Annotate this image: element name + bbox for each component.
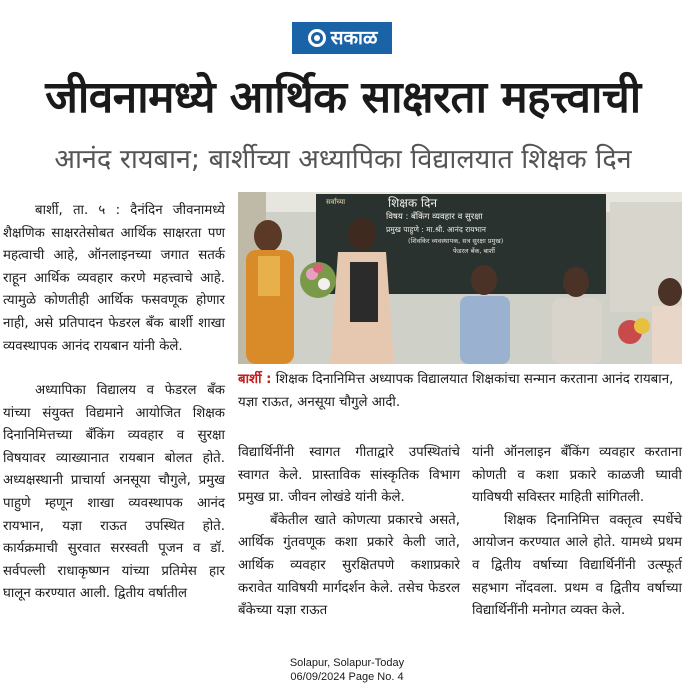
article-column-3	[472, 442, 682, 623]
board-line-3: (शिवकिर व्यवस्थापक, सत्र सुरक्षा प्रमुख)	[408, 237, 504, 245]
subheadline: आनंद रायबान; बार्शीच्या अध्यापिका विद्यालयात शिक्षक दिन	[54, 144, 632, 175]
masthead-logo	[292, 22, 392, 54]
intro-paragraph: बार्शी, ता. ५ : दैनंदिन जीवनामध्ये शैक्षणिक साक्षरतेसोबत आर्थिक साक्षरता पण महत्वाची आहे, ऑनलाइनच्या जगात सतर्क राहून आर्थिक व्यवहार करणे महत्त्वाचे आहे. त्यामुळे कोणतीही आर्थिक फसवणूक होणार नाही, असे प्रतिपादन फेडरल बँक बार्शी शाखा व्यवस्थापक आनंद रायबान यांनी केले.	[3, 203, 225, 354]
article-column-2	[238, 442, 460, 623]
column-3-paragraph-2: शिक्षक दिनानिमित्त वक्तृत्व स्पर्धेचे आयोजन करण्यात आले होते. यामध्ये प्रथम व द्वितीय वर्षाच्या विद्यार्थिनींनी उत्स्फूर्त सहभाग नोंदवला. प्रथम व द्वितीय वर्षाच्या विद्यार्थिनींनी मनोगत व्यक्त केले.	[472, 512, 682, 619]
board-line-1: विषय : बँकिंग व्यवहार व सुरक्षा	[386, 212, 483, 222]
board-line-2: प्रमुख पाहुणे : मा.श्री. आनंद रायभान	[386, 225, 486, 234]
headline: जीवनामध्ये आर्थिक साक्षरता महत्त्वाची	[45, 72, 641, 123]
column-2-paragraph-2: बँकेतील खाते कोणत्या प्रकारचे असते, आर्थिक गुंतवणूक कशा प्रकारे केली जाते, आर्थिक व्यवहार सुरक्षितपणे कशाप्रकारे करावेत याविषयी मार्गदर्शन केले. तसेच फेडरल बँकेच्या यज्ञा राऊत	[238, 512, 460, 619]
footer-date-page: 06/09/2024 Page No. 4	[290, 671, 404, 683]
caption-place: बार्शी :	[238, 372, 272, 387]
sakal-logo-icon	[307, 28, 327, 48]
event-photo	[238, 192, 682, 364]
column-2-paragraph-1: विद्यार्थिनींनी स्वागत गीताद्वारे उपस्थितांचे स्वागत केले. प्रास्ताविक सांस्कृतिक विभाग प्रमुख प्रा. जीवन लोखंडे यांनी केले.	[238, 445, 460, 506]
photo-caption	[238, 368, 682, 414]
article-intro	[3, 200, 225, 358]
article-column-1	[3, 380, 225, 606]
board-corner: सर्वांच्या	[326, 198, 346, 206]
footer-edition: Solapur, Solapur-Today	[289, 657, 405, 669]
masthead-name: सकाळ	[330, 26, 378, 49]
caption-text: शिक्षक दिनानिमित्त अध्यापक विद्यालयात शिक्षकांचा सन्मान करताना आनंद रायबान, यज्ञा राऊत, अनसूया चौगुले आदी.	[238, 372, 674, 410]
footer	[252, 656, 442, 684]
column-3-paragraph-1: यांनी ऑनलाइन बँकिंग व्यवहार करताना कोणती व कशा प्रकारे काळजी घ्यावी याविषयी सविस्तर माहिती सांगितली.	[472, 445, 682, 506]
board-title: शिक्षक दिन	[388, 196, 438, 210]
column-1-paragraph: अध्यापिका विद्यालय व फेडरल बँक यांच्या संयुक्त विद्यमाने आयोजित शिक्षक दिनानिमित्तच्या बँकिंग व्यवहार व सुरक्षा विषयावर व्याख्यानात रायबान बोलत होते. अध्यक्षस्थानी प्राचार्या अनसूया चौगुले, प्रमुख पाहुणे म्हणून शाखा व्यवस्थापक आनंद रायभान, यज्ञा राऊत उपस्थित होते. कार्यक्रमाची सुरवात सरस्वती पूजन व डॉ. सर्वपल्ली राधाकृष्णन यांच्या प्रतिमेस हार घालून करण्यात आली. द्वितीय वर्षातील	[3, 383, 225, 602]
board-line-4: फेडरल बँक, बार्शी	[453, 247, 495, 255]
event-photo-illustration	[238, 192, 682, 364]
